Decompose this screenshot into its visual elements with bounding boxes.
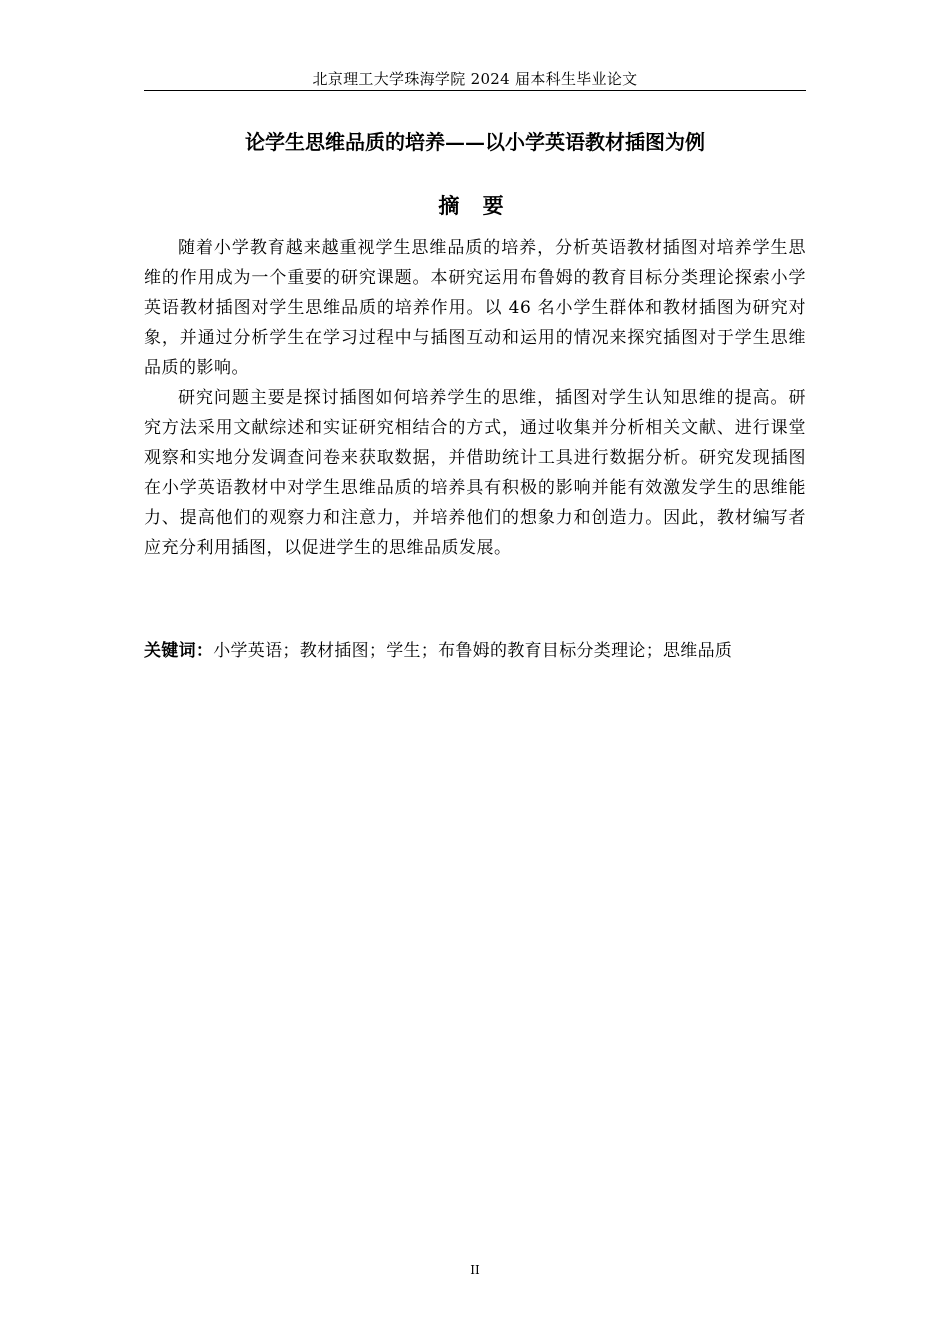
abstract-paragraph: 研究问题主要是探讨插图如何培养学生的思维，插图对学生认知思维的提高。研究方法采用文献综述和实证研究相结合的方式，通过收集并分析相关文献、进行课堂观察和实地分发调查问卷来获取数据，并借助统计工具进行数据分析。研究发现插图在小学英语教材中对学生思维品质的培养具有积极的影响并能有效激发学生的思维能力、提高他们的观察力和注意力，并培养他们的想象力和创造力。因此，教材编写者应充分利用插图，以促进学生的思维品质发展。 <box>144 388 806 558</box>
running-header: 北京理工大学珠海学院 2024 届本科生毕业论文 <box>312 70 638 88</box>
header-divider <box>144 90 806 91</box>
keywords-label: 关键词： <box>144 641 214 661</box>
page-number: II <box>470 1263 480 1277</box>
abstract-heading: 摘 要 <box>438 193 512 218</box>
abstract-paragraph: 随着小学教育越来越重视学生思维品质的培养，分析英语教材插图对培养学生思维的作用成为一个重要的研究课题。本研究运用布鲁姆的教育目标分类理论探索小学英语教材插图对学生思维品质的培养作用。以 46 名小学生群体和教材插图为研究对象，并通过分析学生在学习过程中与插图互动和运用的情况来探究插图对于学生思维品质的影响。 <box>144 238 806 378</box>
keywords-line <box>144 636 806 666</box>
abstract-body <box>144 233 806 563</box>
keywords-text: 小学英语；教材插图；学生；布鲁姆的教育目标分类理论；思维品质 <box>213 641 733 661</box>
thesis-title: 论学生思维品质的培养——以小学英语教材插图为例 <box>245 130 705 154</box>
